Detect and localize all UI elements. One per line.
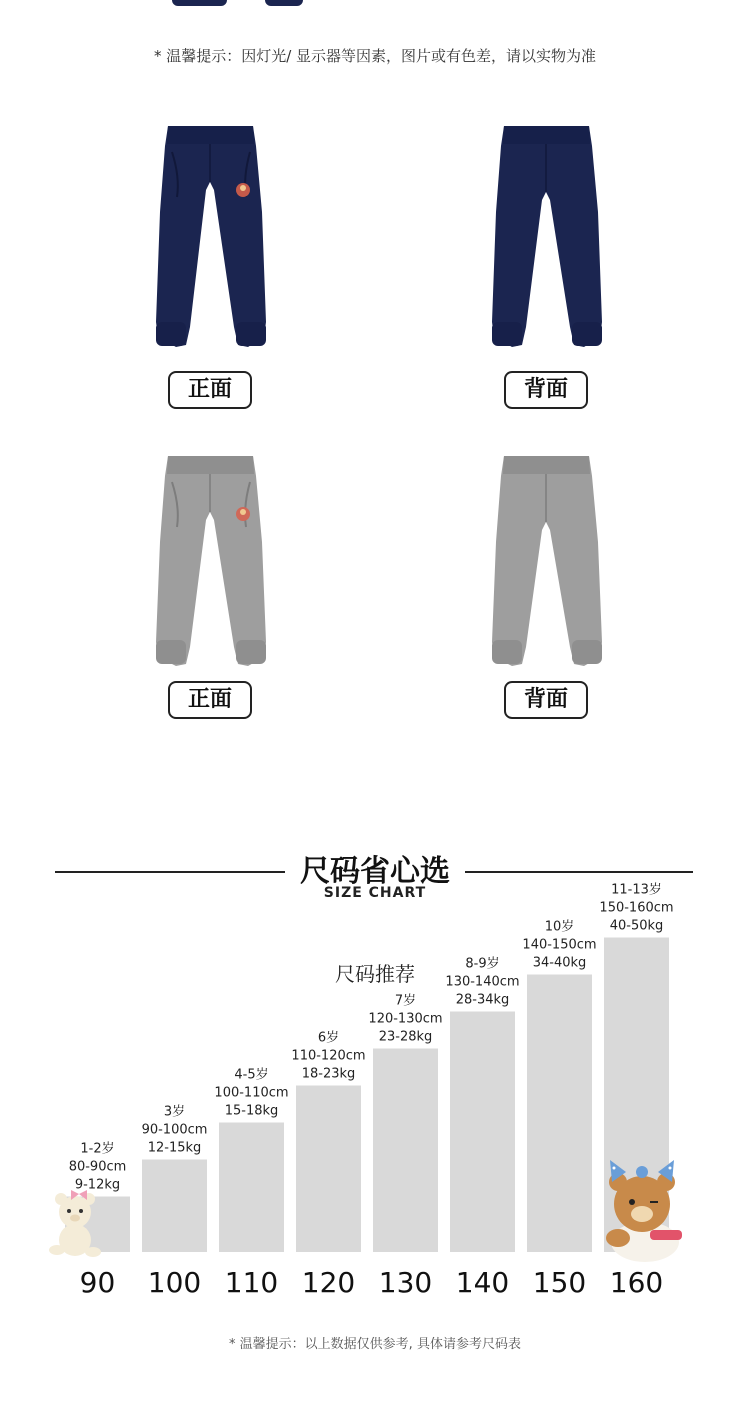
size-annotation: 130-140cm <box>445 974 520 990</box>
back-view-label: 背面 <box>504 371 588 409</box>
size-annotation: 7岁 <box>394 993 417 1009</box>
size-label: 160 <box>609 1266 664 1299</box>
size-bar-150 <box>527 975 592 1253</box>
size-annotation: 28-34kg <box>455 992 510 1008</box>
size-annotation: 10岁 <box>544 919 575 935</box>
size-annotation: 12-15kg <box>147 1140 202 1156</box>
size-annotation: 1-2岁 <box>80 1141 115 1157</box>
size-annotation: 80-90cm <box>68 1159 127 1175</box>
size-annotation: 18-23kg <box>301 1066 356 1082</box>
size-annotation: 34-40kg <box>532 955 587 971</box>
size-annotation: 23-28kg <box>378 1029 433 1045</box>
size-annotation: 150-160cm <box>599 900 674 916</box>
size-annotation: 140-150cm <box>522 937 597 953</box>
size-annotation: 6岁 <box>317 1030 340 1046</box>
size-section-title: 尺码省心选 <box>300 854 450 889</box>
back-view-label: 背面 <box>504 681 588 719</box>
size-annotation: 15-18kg <box>224 1103 279 1119</box>
size-bar-120 <box>296 1086 361 1253</box>
size-annotation: 120-130cm <box>368 1011 443 1027</box>
size-section-subtitle: SIZE CHART <box>323 885 427 901</box>
color-notice: * 温馨提示：因灯光/ 显示器等因素，图片或有色差，请以实物为准 <box>153 47 597 65</box>
previous-image-fragment <box>172 0 227 6</box>
size-label: 120 <box>301 1266 356 1299</box>
grey-pants-front-image <box>150 452 275 672</box>
size-annotation: 40-50kg <box>609 918 664 934</box>
size-annotation: 110-120cm <box>291 1048 366 1064</box>
navy-pants-back-image <box>486 122 611 357</box>
front-view-label: 正面 <box>168 681 252 719</box>
size-annotation: 4-5岁 <box>234 1067 269 1083</box>
size-annotation: 9-12kg <box>74 1177 121 1193</box>
bear-mascot-right-image <box>600 1152 690 1264</box>
size-bar-110 <box>219 1123 284 1253</box>
navy-pants-front-image <box>150 122 275 357</box>
size-annotation: 11-13岁 <box>611 882 662 898</box>
previous-image-fragment <box>265 0 303 6</box>
size-label: 110 <box>224 1266 279 1299</box>
grey-pants-back-image <box>486 452 611 672</box>
size-bar-140 <box>450 1012 515 1253</box>
size-annotation: 3岁 <box>163 1104 186 1120</box>
size-bar-130 <box>373 1049 438 1253</box>
size-bar-100 <box>142 1160 207 1253</box>
size-label: 130 <box>378 1266 433 1299</box>
front-view-label: 正面 <box>168 371 252 409</box>
size-label: 140 <box>455 1266 510 1299</box>
size-annotation: 90-100cm <box>141 1122 208 1138</box>
size-label: 100 <box>147 1266 202 1299</box>
bear-mascot-left-image <box>45 1188 105 1260</box>
size-annotation: 8-9岁 <box>465 956 500 972</box>
size-label: 90 <box>79 1266 116 1299</box>
size-label: 150 <box>532 1266 587 1299</box>
chart-title: 尺码推荐 <box>335 962 415 986</box>
size-annotation: 100-110cm <box>214 1085 289 1101</box>
size-notice: * 温馨提示：以上数据仅供参考, 具体请参考尺码表 <box>229 1337 521 1352</box>
